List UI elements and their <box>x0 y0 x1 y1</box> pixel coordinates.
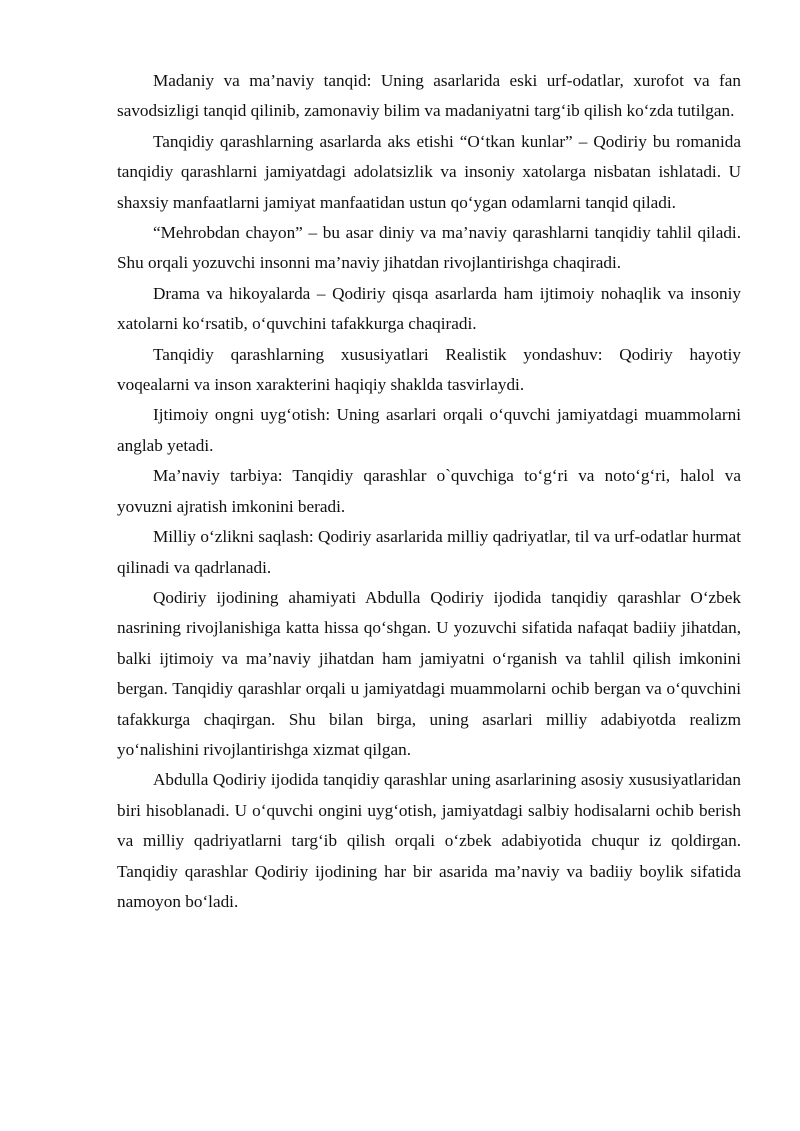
paragraph-national-identity: Milliy o‘zlikni saqlash: Qodiriy asarlarida milliy qadriyatlar, til va urf-odatlar hurmat qilinadi va qadrlanadi. <box>117 527 741 577</box>
paragraph-realistic-approach: Tanqidiy qarashlarning xususiyatlari Realistik yondashuv: Qodiriy hayotiy voqealarni va inson xarakterini haqiqiy shaklda tasvirlaydi. <box>117 344 741 395</box>
paragraph-moral-education: Ma’naviy tarbiya: Tanqidiy qarashlar o`quvchiga to‘g‘ri va noto‘g‘ri, halol va yovuzni ajratish imkonini beradi. <box>117 466 741 516</box>
paragraph-social-awareness: Ijtimoiy ongni uyg‘otish: Uning asarlari orqali o‘quvchi jamiyatdagi muammolarni anglab yetadi. <box>117 405 741 455</box>
paragraph-significance: Qodiriy ijodining ahamiyati Abdulla Qodiriy ijodida tanqidiy qarashlar O‘zbek nasrining rivojlanishiga katta hissa qo‘shgan. U yozuvchi sifatida nafaqat badiiy jihatdan, balki ijtimoiy va ma’naviy jihatdan ham jamiyatni o‘rganish va tahlil qilish imkonini bergan. Tanqidiy qarashlar orqali u jamiyatdagi muammolarni ochib bergan va o‘quvchini tafakkurga chaqirgan. Shu bilan birga, uning asarlari milliy adabiyotda realizm yo‘nalishini rivojlantirishga xizmat qilgan. <box>117 587 741 759</box>
paragraph-cultural-critique: Madaniy va ma’naviy tanqid: Uning asarlarida eski urf-odatlar, xurofot va fan savodsizligi tanqid qilinib, zamonaviy bilim va madaniyatni targ‘ib qilish ko‘zda tutilgan. <box>117 71 741 121</box>
paragraph-drama-stories: Drama va hikoyalarda – Qodiriy qisqa asarlarda ham ijtimoiy nohaqlik va insoniy xatolarni ko‘rsatib, o‘quvchini tafakkurga chaqiradi. <box>117 283 741 334</box>
document-page <box>117 66 741 917</box>
paragraph-mehrobdan-chayon: “Mehrobdan chayon” – bu asar diniy va ma’naviy qarashlarni tanqidiy tahlil qiladi. Shu orqali yozuvchi insonni ma’naviy jihatdan rivojlantirishga chaqiradi. <box>117 223 741 273</box>
paragraph-conclusion: Abdulla Qodiriy ijodida tanqidiy qarashlar uning asarlarining asosiy xususiyatlaridan biri hisoblanadi. U o‘quvchi ongini uyg‘otish, jamiyatdagi salbiy hodisalarni ochib berish va milliy qadriyatlarni targ‘ib qilish orqali o‘zbek adabiyotida chuqur iz qoldirgan. Tanqidiy qarashlar Qodiriy ijodining har bir asarida ma’naviy va badiiy boylik sifatida namoyon bo‘ladi. <box>117 770 741 911</box>
paragraph-otkan-kunlar: Tanqidiy qarashlarning asarlarda aks etishi “O‘tkan kunlar” – Qodiriy bu romanida tanqidiy qarashlarni jamiyatdagi adolatsizlik va insoniy xatolarga nisbatan ishlatadi. U shaxsiy manfaatlarni jamiyat manfaatidan ustun qo‘ygan odamlarni tanqid qiladi. <box>117 131 741 212</box>
